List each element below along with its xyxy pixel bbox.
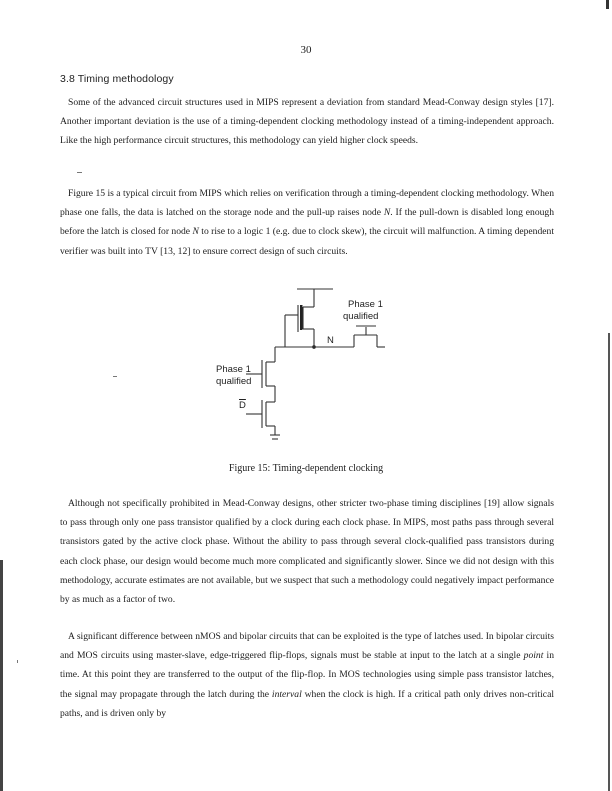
- label-d-bar: $\overline{D}$: [239, 400, 246, 411]
- figure-circuit-diagram: [190, 285, 420, 455]
- paragraph-text: in time. At this point they are transferred to the output of the flip-flop. In MOS technologies using simple pass transistor latches, the signal may propagate through the latch during the: [60, 650, 554, 700]
- figure-caption: Figure 15: Timing-dependent clocking: [228, 463, 384, 474]
- paragraph-text: . If the pull-down is disabled long enough before the latch is closed for node: [60, 207, 555, 238]
- paragraph-text: Some of the advanced circuit structures used in MIPS represent a deviation from standard Mead-Conway design styles [17]. Another important deviation is the use of a timing-dependent clocking methodology instead of a timing-independent approach. Like the high performance circuit structures, this methodology can yield higher clock speeds.: [60, 97, 554, 147]
- label-phase1-top-line2: qualified: [343, 311, 379, 322]
- scan-edge-mark: [606, 0, 609, 9]
- node-n-italic: N: [383, 207, 391, 219]
- paragraph-text: to rise to a logic 1 (e.g. due to clock skew), the circuit will malfunction. A timing dependent verifier was built into TV [13, 12] to ensure correct design of such circuits.: [60, 226, 554, 257]
- section-heading: 3.8 Timing methodology: [60, 73, 174, 85]
- scan-edge-right: [608, 333, 610, 791]
- paragraph-timing-disciplines: [60, 494, 554, 609]
- scan-edge-left: [0, 560, 3, 791]
- paragraph-intro: [60, 93, 554, 151]
- paragraph-latches: [60, 627, 554, 723]
- paragraph-text: Figure 15 is a typical circuit from MIPS which relies on verification through a timing-dependent clocking methodology. When phase one falls, the data is latched on the storage node and the pull-up raises node: [60, 188, 554, 219]
- paragraph-text: Although not specifically prohibited in Mead-Conway designs, other stricter two-phase timing disciplines [19] allow signals to pass through only one pass transistor qualified by a clock during each clock phase. In MIPS, most paths pass through several transistors gated by the active clock phase. Without the ability to pass through several clock-qualified pass transistors during each clock phase, our design would become much more complicated and significantly slower. Since we did not design with this methodology, accurate estimates are not available, but we suspect that such a methodology could negatively impact performance by as much as a factor of two.: [60, 498, 554, 606]
- italic-emphasis: interval: [271, 688, 302, 700]
- paragraph-text: A significant difference between nMOS and bipolar circuits that can be exploited is the type of latches used. In bipolar circuits and MOS circuits using master-slave, edge-triggered flip-flops, signals must be stable at input to the latch at a single: [60, 631, 554, 662]
- label-phase1-top-line1: Phase 1: [348, 299, 383, 310]
- page-number: 30: [300, 44, 312, 56]
- scan-speck: [113, 376, 117, 377]
- paragraph-text: when the clock is high. If a critical path only drives non-critical paths, and is driven only by: [60, 688, 554, 719]
- label-phase1-left-line1: Phase 1: [216, 364, 251, 375]
- paragraph-figure-description: [60, 184, 554, 261]
- label-node-n: N: [327, 335, 334, 346]
- italic-emphasis: point: [523, 650, 544, 662]
- scan-speck: [77, 172, 82, 173]
- label-phase1-left-line2: qualified: [216, 376, 252, 387]
- node-n-italic: N: [192, 226, 199, 238]
- scan-speck: [17, 660, 18, 663]
